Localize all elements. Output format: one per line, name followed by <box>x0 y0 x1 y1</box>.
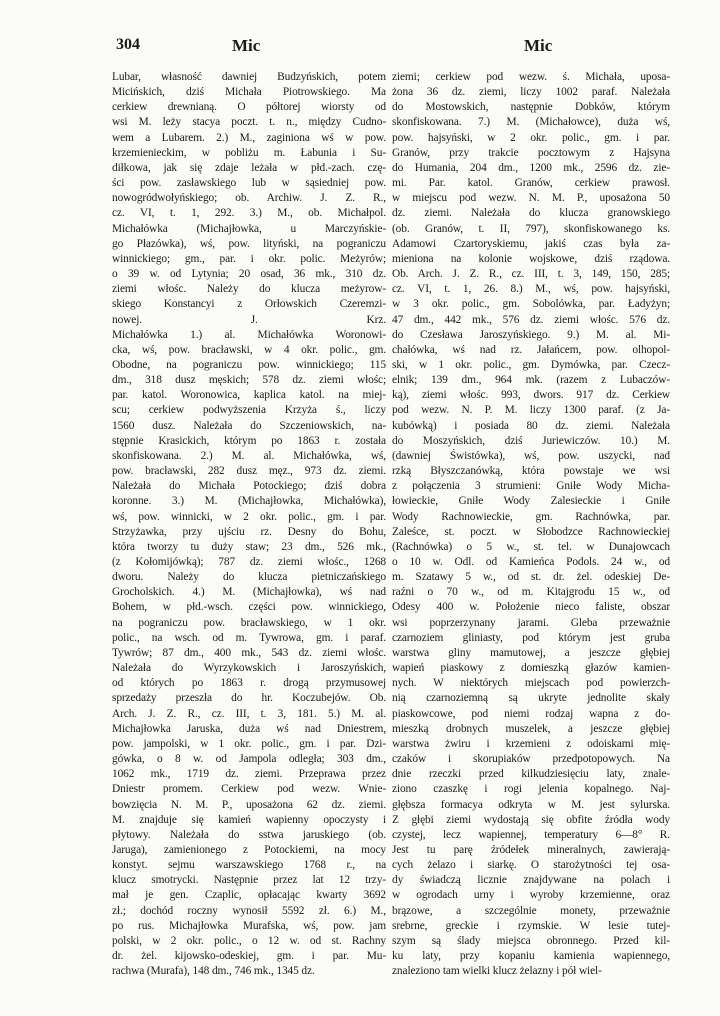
text-line: kubówką) i posiada 80 dz. ziemi. Należała <box>392 419 670 432</box>
text-line: pow. jampolski, w 1 okr. polic., gm. i par. Dzi- <box>112 737 386 750</box>
text-line: łowieckie, Gniłe Wody Zalesieckie i Gniłe <box>392 495 670 508</box>
text-line: dr. żel. kijowsko-odeskiej, gm. i par. Mu- <box>112 950 386 963</box>
text-line: ziono czaszkę i rogi jelenia kopalnego. Naj- <box>392 783 670 796</box>
page-header <box>110 36 670 60</box>
text-line: raźni o 70 w., od m. Kitajgrodu 15 w., od <box>392 586 670 599</box>
text-line: warstwa żwiru i krzemieni z odoiskami mię- <box>392 737 670 750</box>
text-line: Z głębi ziemi wydostają się obfite źródła wody <box>392 813 670 826</box>
text-line: pow. bracławski, 282 dusz męz., 973 dz. ziemi. <box>112 465 386 478</box>
text-line: Wody Rachnowieckie, gm. Rachnówka, par. <box>392 510 670 523</box>
text-line: ski, w 1 okr. polic., gm. Dymówka, par. Czecz- <box>392 358 670 371</box>
text-line: dnie rzeczki przed kilkudziesięciu laty, znale- <box>392 768 670 781</box>
text-line: M. znajduje się kamień wapienny opoczysty i <box>112 813 386 826</box>
text-line: Dniestr promem. Cerkiew pod wezw. Wnie- <box>112 783 386 796</box>
text-line: 1560 dusz. Należała do Szczeniowskich, na- <box>112 419 386 432</box>
text-line: dworu. Należy do klucza pietniczańskiego <box>112 571 386 584</box>
text-line: płytowy. Należała do sstwa jaruskiego (ob. <box>112 828 386 841</box>
text-line: Bohem, w płd.-wsch. części pow. winnickiego, <box>112 601 386 614</box>
text-line: ką), ziemi włośc. 993, dwors. 917 dz. Cerkiew <box>392 389 670 402</box>
text-line: pow. hajsyński, w 2 okr. polic., gm. i par. <box>392 131 670 144</box>
text-line: Tywrów; 87 dm., 400 mk., 543 dz. ziemi włośc. <box>112 646 386 659</box>
text-line: od których po 1863 r. drogą przymusowej <box>112 677 386 690</box>
text-line: rzką Błyszczanówką, która powstaje we wsi <box>392 465 670 478</box>
text-line: elnik; 139 dm., 964 mk. (razem z Lubaczów- <box>392 374 670 387</box>
text-line: warstwa gliny mamutowej, a jeszcze głębiej <box>392 646 670 659</box>
text-line: bowzięcia N. M. P., uposażona 62 dz. ziemi. <box>112 798 386 811</box>
text-line: nowogródwołyńskiego; ob. Archiw. J. Z. R., <box>112 192 386 205</box>
text-line: ści pow. zasławskiego lub w sąsiedniej pow. <box>112 177 386 190</box>
text-line: czystej, lecz wapiennej, temperatury 6—8° R. <box>392 828 670 841</box>
text-line: w miejscu pod wezw. N. M. P., uposażona 50 <box>392 192 670 205</box>
text-line: która tworzy tu duży staw; 23 dm., 526 mk., <box>112 540 386 553</box>
text-line: dz. ziemi. Należała do klucza granowskiego <box>392 207 670 220</box>
text-line: piaskowcowe, pod niemi rodzaj wapna z do- <box>392 707 670 720</box>
text-columns <box>112 70 670 979</box>
text-line: szym są ślady miejsca obronnego. Przed kil- <box>392 934 670 947</box>
text-line: mieszką drobnych muszelek, a jeszcze głębiej <box>392 722 670 735</box>
text-line: 47 dm., 442 mk., 576 dz. ziemi włośc. 576 dz. <box>392 313 670 326</box>
text-line: polski, w 2 okr. polic., o 12 w. od st. Rachny <box>112 934 386 947</box>
text-line: cz. VI, t. 1, 292. 3.) M., ob. Michałpol. <box>112 207 386 220</box>
text-line: znaleziono tam wielki klucz żelazny i pół wiel- <box>392 965 602 978</box>
text-line: Ob. Arch. J. Z. R., cz. III, t. 3, 149, 150, 285; <box>392 268 670 281</box>
text-line: (Rachnówka) o 5 w., st. tel. w Dunajowcach <box>392 540 670 553</box>
text-line: na pograniczu pow. bracławskiego, w 1 okr. <box>112 616 386 629</box>
text-line: czarnoziem gliniasty, pod którym jest gruba <box>392 631 670 644</box>
right-column <box>392 70 670 979</box>
text-line: Należała do Wyrzykowskich i Jaroszyńskich, <box>112 662 386 675</box>
text-line: par. katol. Woronowica, kaplica katol. na miej- <box>112 389 386 402</box>
text-line: (ob. Granów, t. II, 797), skonfiskowanego ks. <box>392 222 670 235</box>
text-line: Zaleśce, st. poczt. w Słobodzce Rachnowieckiej <box>392 525 670 538</box>
text-line: sprzedaży przeszła do hr. Koczubejów. Ob. <box>112 692 386 705</box>
text-line: do Moszyńskich, dziś Juriewiczów. 10.) M. <box>392 434 670 447</box>
text-line: Obodne, na pograniczu pow. winnickiego; 115 <box>112 358 386 371</box>
text-line: wsi M. leży stacya poczt. t. n., między Cudno- <box>112 116 386 129</box>
text-line: Adamowi Czartoryskiemu, jakiś czas była za- <box>392 237 670 250</box>
text-line: o 39 w. od Lytynia; 20 osad, 36 mk., 310 dz. <box>112 268 386 281</box>
text-line: klucz smotrycki. Następnie przez lat 12 trzy- <box>112 874 386 887</box>
text-line: koronne. 3.) M. (Michajłowka, Michałówka), <box>112 495 386 508</box>
text-line: Michajłowka Jaruska, duża wś nad Dniestrem, <box>112 722 386 735</box>
text-line: Arch. J. Z. R., cz. III, t. 3, 181. 5.) M. al. <box>112 707 386 720</box>
text-line: mieniona na kolonie wojskowe, dziś rządowa. <box>392 252 670 265</box>
text-line: Granów, przy trakcie pocztowym z Hajsyna <box>392 146 670 159</box>
text-line: do Humania, 204 dm., 1200 mk., 2596 dz. zie- <box>392 161 670 174</box>
text-line: krzemienieckim, w pobliżu m. Łabunia i Su- <box>112 146 386 159</box>
text-line: chałówka, wś nad rz. Jałańcem, pow. olhopol- <box>392 343 670 356</box>
text-line: pod wezw. N. P. M. liczy 1300 paraf. (z Ja- <box>392 404 670 417</box>
text-line: gówka, o 8 w. od Jampola odległa; 303 dm., <box>112 753 386 766</box>
text-line: (z Kołomijówką); 787 dz. ziemi włośc., 1268 <box>112 556 386 568</box>
text-line: Odesy 400 w. Położenie nieco faliste, obszar <box>392 601 670 614</box>
text-line: dy świadczą licznie znajdywane na polach i <box>392 874 670 887</box>
text-line: Michałówka (Michajłowka, u Marczyńskie- <box>112 222 386 235</box>
text-line: Grocholskich. 4.) M. (Michajłowka), wś nad <box>112 586 386 599</box>
text-line: nych. W niektórych miejscach pod powierzch- <box>392 677 670 690</box>
text-line: dm., 318 dusz męskich; 578 dz. ziemi włośc; <box>112 374 386 387</box>
text-line: Lubar, własność dawniej Budzyńskich, potem <box>112 71 386 83</box>
text-line: wsi poprzerzynany jarami. Gleba przeważnie <box>392 616 670 629</box>
text-line: żona 36 dz. ziemi, liczy 1002 paraf. Należała <box>392 86 670 99</box>
text-line: Michałówka 1.) al. Michałówka Woronowi- <box>112 328 386 341</box>
text-line: wś, pow. winnicki, w 2 okr. polic., gm. i par. <box>112 510 386 523</box>
text-line: go Płazówka), wś, pow. lityński, na pograniczu <box>112 237 386 250</box>
text-line: cerkiew drewnianą. O półtorej wiorsty od <box>112 101 386 114</box>
text-line: skiego Konstancyi z Orłowskich Czeremzi- <box>112 298 386 311</box>
text-line: po rus. Michajłowka Murafska, wś, pow. jam <box>112 919 386 932</box>
text-line: zł.; dochód roczny wynosił 5592 zł. 6.) M., <box>112 904 386 917</box>
text-line: brązowe, a szczególnie monety, przeważnie <box>392 904 670 917</box>
text-line: Jaruga), zamienionego z Potockiemi, na mocy <box>112 843 386 856</box>
text-line: czaków i skorupiaków przedpotopowych. Na <box>392 753 670 766</box>
text-line: nią czarnoziemną są ukryte jednolite skały <box>392 692 670 705</box>
running-head-left: Mic <box>232 36 261 55</box>
text-line: mi. Par. katol. Granów, cerkiew prawosł. <box>392 177 670 190</box>
text-line: głębsza formacya odkryta w M. jest sylurska. <box>392 798 670 811</box>
text-line: do Mostowskich, następnie Dobków, którym <box>392 101 670 114</box>
text-line: Jest tu parę źródełek mineralnych, zawierają- <box>392 843 670 856</box>
text-line: cz. VI, t. 1, 26. 8.) M., wś, pow. hajsyński, <box>392 283 670 296</box>
text-line: Micińskich, dziś Michała Piotrowskiego. Ma <box>112 86 386 99</box>
text-line: rachwa (Murafa), 148 dm., 746 mk., 1345 dz. <box>112 965 315 978</box>
page-number: 304 <box>116 36 140 53</box>
text-line: stępnie Krasickich, którym po 1863 r. została <box>112 434 386 447</box>
text-line: skonfiskowana. 7.) M. (Michałowce), duża wś, <box>392 116 670 129</box>
text-line: w ogrodach urny i wyroby krzemienne, oraz <box>392 889 670 902</box>
text-line: konstyt. sejmu warszawskiego 1768 r., na <box>112 859 386 872</box>
text-line: skonfiskowana. 2.) M. al. Michałówka, wś, <box>112 449 386 462</box>
text-line: mał je gen. Czaplic, opłacając kwarty 3692 <box>112 889 386 902</box>
running-head-right: Mic <box>524 36 553 55</box>
text-line: ziemi włośc. Należy do klucza meżyrow- <box>112 283 386 296</box>
text-line: cych żelazo i siarkę. O starożytności tej osa- <box>392 859 670 872</box>
text-line: (dawniej Świstówka), wś, pow. uszycki, nad <box>392 449 670 462</box>
text-line: z połączenia 3 strumieni: Gniłe Wody Micha- <box>392 480 670 493</box>
text-line: winnickiego; gm., par. i okr. polic. Meżyrów; <box>112 252 386 265</box>
text-line: Strzyżawka, przy ujściu rz. Desny do Bohu, <box>112 525 386 538</box>
text-line: o 10 w. Odl. od Kamieńca Podols. 24 w., od <box>392 556 670 568</box>
text-line: 1062 mk., 1719 dz. ziemi. Przeprawa przez <box>112 768 386 781</box>
text-line: scu; cerkiew podwyższenia Krzyża ś., liczy <box>112 404 386 417</box>
left-column <box>112 70 386 979</box>
text-line: cka, wś, pow. bracławski, w 4 okr. polic., gm. <box>112 343 386 356</box>
text-line: nowej. J. Krz. <box>112 313 386 326</box>
text-line: wem a Lubarem. 2.) M., zaginiona wś w pow. <box>112 131 386 144</box>
text-line: ziemi; cerkiew pod wezw. ś. Michała, uposa- <box>392 71 670 83</box>
text-line: srebrne, greckie i rzymskie. W lesie tutej- <box>392 919 670 932</box>
text-line: Należała do Michała Potockiego; dziś dobra <box>112 480 386 493</box>
text-line: do Czesława Jaroszyńskiego. 9.) M. al. Mi- <box>392 328 670 341</box>
text-line: w 3 okr. polic., gm. Sobolówka, par. Ładyżyn; <box>392 298 670 311</box>
text-line: m. Szatawy 5 w., od st. dr. żel. odeskiej De- <box>392 571 670 584</box>
text-line: ku laty, przy kopaniu kamienia wapiennego, <box>392 950 670 963</box>
text-line: polic., na wsch. od m. Tywrowa, gm. i paraf. <box>112 631 386 644</box>
text-line: diłkowa, jak się zdaje leżała w płd.-zach. czę- <box>112 161 386 174</box>
text-line: wapień piaskowy z domieszką głazów kamien- <box>392 662 670 675</box>
